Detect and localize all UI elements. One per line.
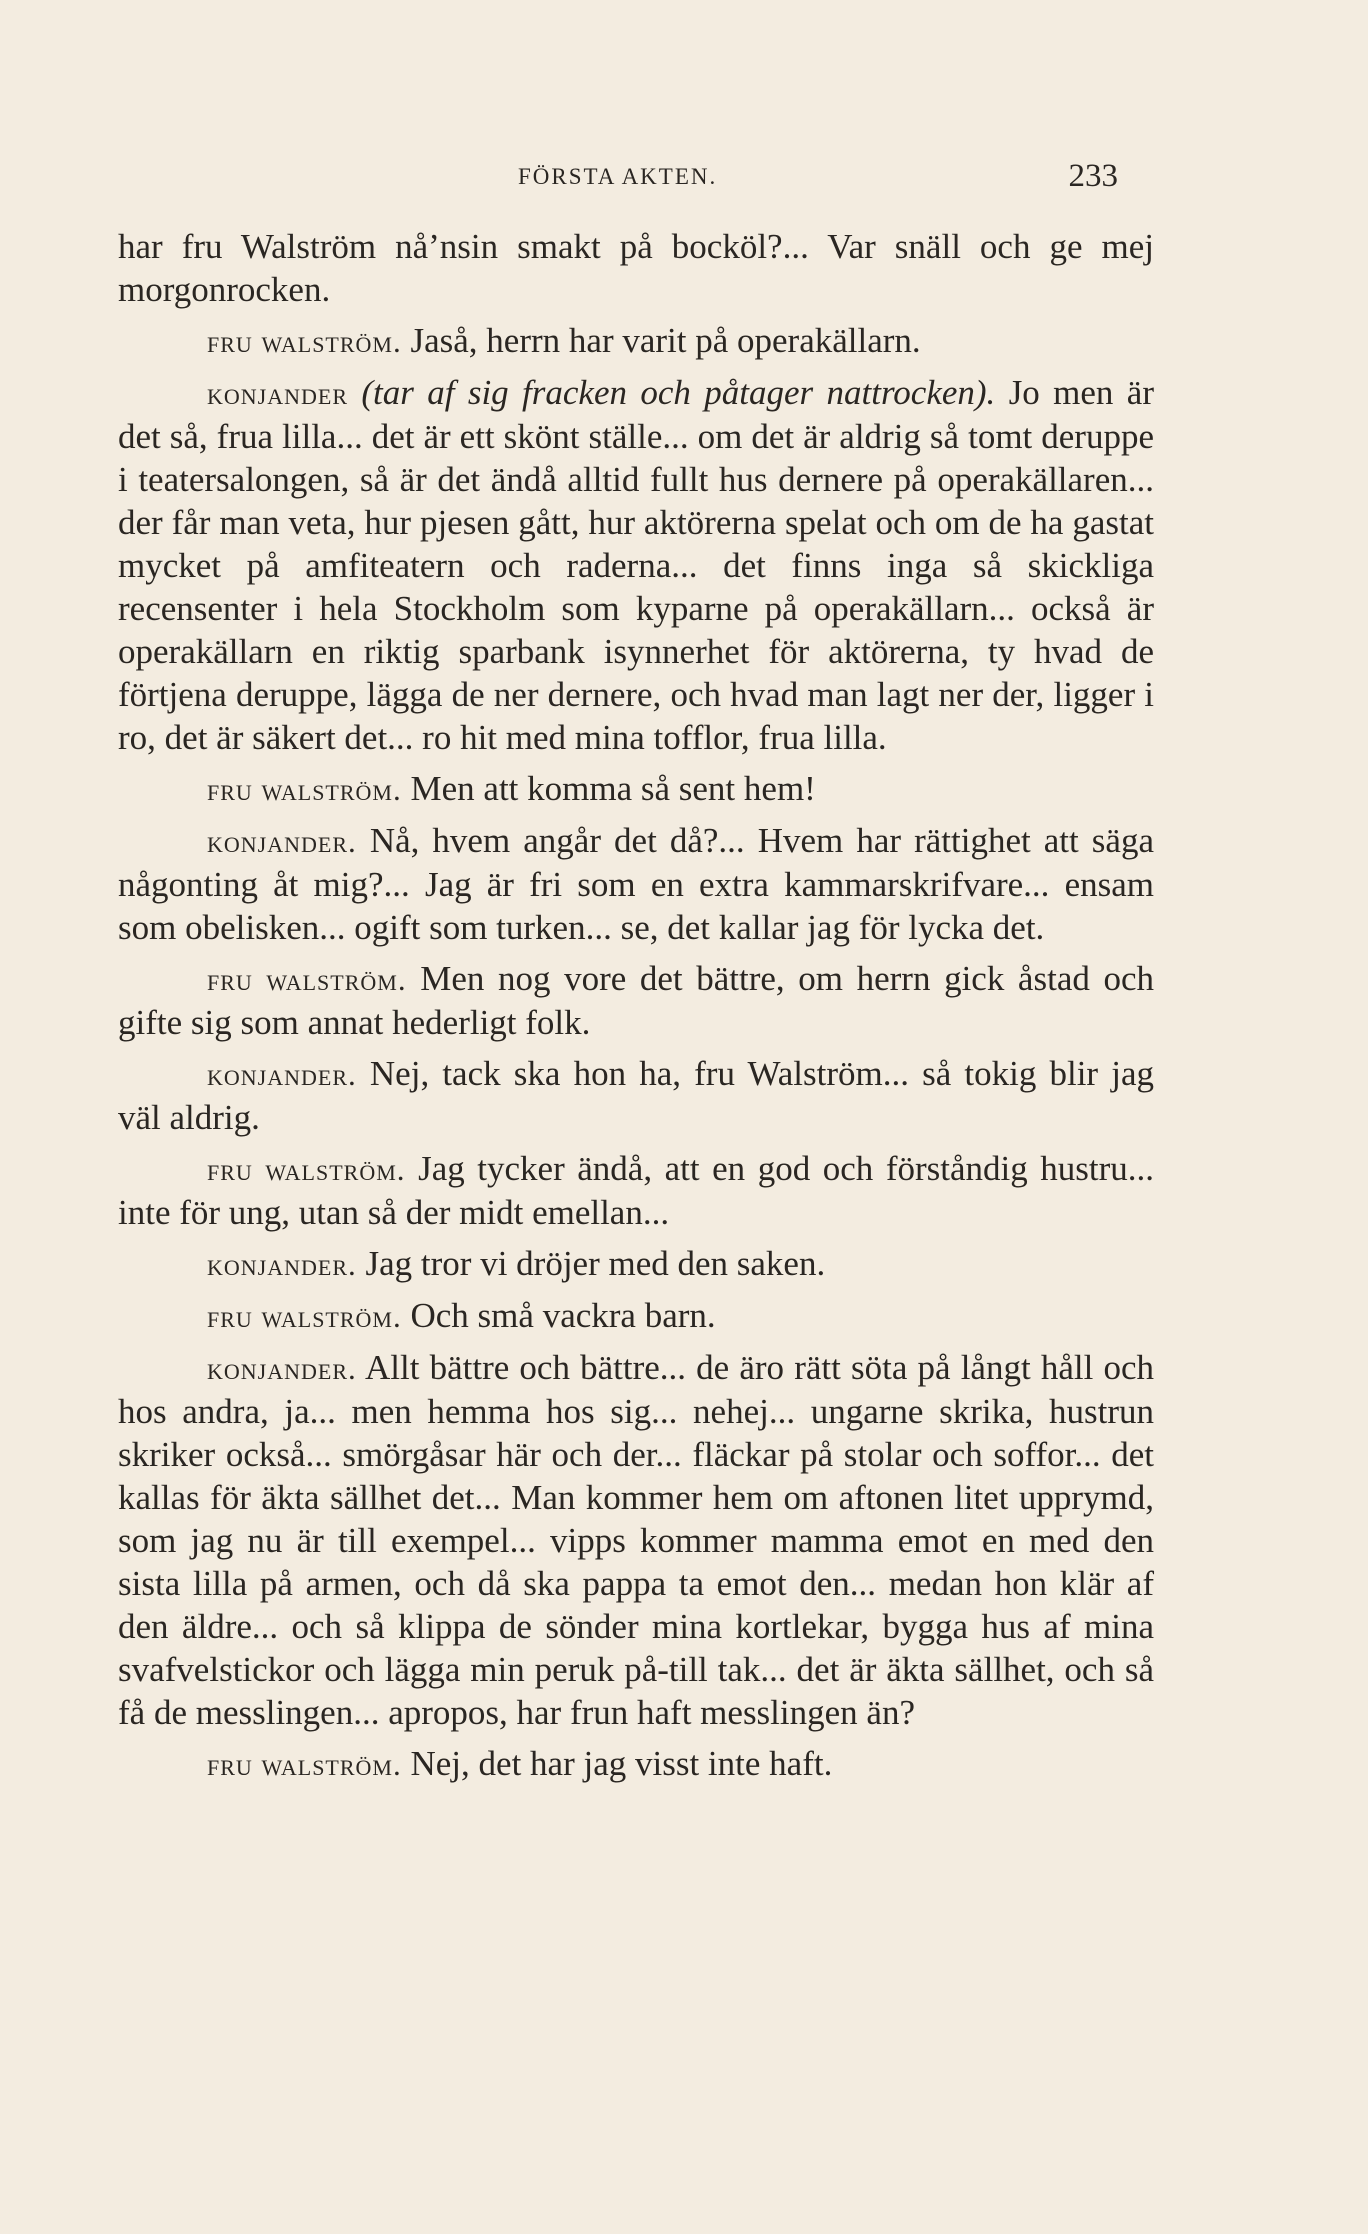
paragraph-text: Nej, tack ska hon ha, fru Walström... så tokig blir jag väl aldrig. <box>118 1054 1154 1137</box>
paragraph <box>118 1742 1154 1786</box>
speaker-name: konjander <box>207 376 348 411</box>
paragraph <box>118 225 1154 311</box>
paragraph-text: Jaså, herrn har varit på operakällarn. <box>410 321 921 360</box>
paragraph <box>118 1346 1154 1734</box>
stage-direction: (tar af sig fracken och påtager nattrocken). <box>361 373 996 412</box>
speaker-name: fru walström. <box>207 1299 402 1334</box>
speaker-name: konjander. <box>207 1057 357 1092</box>
speaker-name: konjander. <box>207 1351 357 1386</box>
paragraph-text: Men att komma så sent hem! <box>410 769 816 808</box>
paragraph-text: Allt bättre och bättre... de äro rätt söta på långt håll och hos andra, ja... men hemma hos sig... nehej... ungarne skrika, hustrun skriker också... smörgåsar här och der... fläckar på stolar och soffor... det kallas för äkta sällhet det... Man kommer hem om aftonen litet upprymd, som jag nu är till exempel... vipps kommer mamma emot en med den sista lilla på armen, och då ska pappa ta emot den... medan hon klär af den äldre... och så klippa de sönder mina kortlekar, bygga hus af mina svafvelstickor och lägga min peruk på-till tak... det är äkta sällhet, och så få de messlingen... apropos, har frun haft messlingen än? <box>118 1348 1155 1732</box>
speaker-name: fru walström. <box>207 1747 402 1782</box>
paragraph <box>118 1242 1154 1286</box>
speaker-name: fru walström. <box>207 324 402 359</box>
paragraph <box>118 957 1154 1044</box>
paragraph-text: Men nog vore det bättre, om herrn gick åstad och gifte sig som annat hederligt folk. <box>118 959 1154 1042</box>
paragraph-text: har fru Walström nå’nsin smakt på bocköl?... Var snäll och ge mej morgonrocken. <box>118 227 1154 309</box>
paragraph <box>118 1147 1154 1234</box>
speaker-name: konjander. <box>207 1247 357 1282</box>
paragraph <box>118 1294 1154 1338</box>
paragraph <box>118 319 1154 363</box>
page-number: 233 <box>1068 158 1118 194</box>
paragraph <box>118 767 1154 811</box>
paragraph <box>118 1052 1154 1139</box>
speaker-name: fru walström. <box>207 962 407 997</box>
page-header <box>118 158 1118 198</box>
paragraph-text: Jag tycker ändå, att en god och förståndig hustru... inte för ung, utan så der midt emellan... <box>118 1149 1155 1232</box>
paragraph-text: Jag tror vi dröjer med den saken. <box>365 1244 826 1283</box>
paragraph <box>118 819 1154 949</box>
running-head: FÖRSTA AKTEN. <box>518 164 718 189</box>
paragraph-text: Nå, hvem angår det då?... Hvem har rättighet att säga någonting åt mig?... Jag är fri som en extra kammarskrifvare... ensam som obelisken... ogift som turken... se, det kallar jag för lycka det. <box>118 821 1155 947</box>
paragraph-text: Nej, det har jag visst inte haft. <box>410 1744 833 1783</box>
page-body <box>118 225 1154 1794</box>
paragraph-text: Jo men är det så, frua lilla... det är ett skönt ställe... om det är aldrig så tomt deruppe i teatersalongen, så är det ändå alltid fullt hus dernere på operakällaren... der får man veta, hur pjesen gått, hur aktörerna spelat och om de ha gastat mycket på amfiteatern och raderna... det finns inga så skickliga recensenter i hela Stockholm som kyparne på operakällarn... också är operakällarn en riktig sparbank isynnerhet för aktörerna, ty hvad de förtjena deruppe, lägga de ner dernere, och hvad man lagt ner der, ligger i ro, det är säkert det... ro hit med mina tofflor, frua lilla. <box>118 373 1154 757</box>
paragraph-text: Och små vackra barn. <box>410 1296 716 1335</box>
paragraph <box>118 371 1154 759</box>
speaker-name: fru walström. <box>207 772 402 807</box>
speaker-name: fru walström. <box>207 1152 406 1187</box>
speaker-name: konjander. <box>207 824 357 859</box>
